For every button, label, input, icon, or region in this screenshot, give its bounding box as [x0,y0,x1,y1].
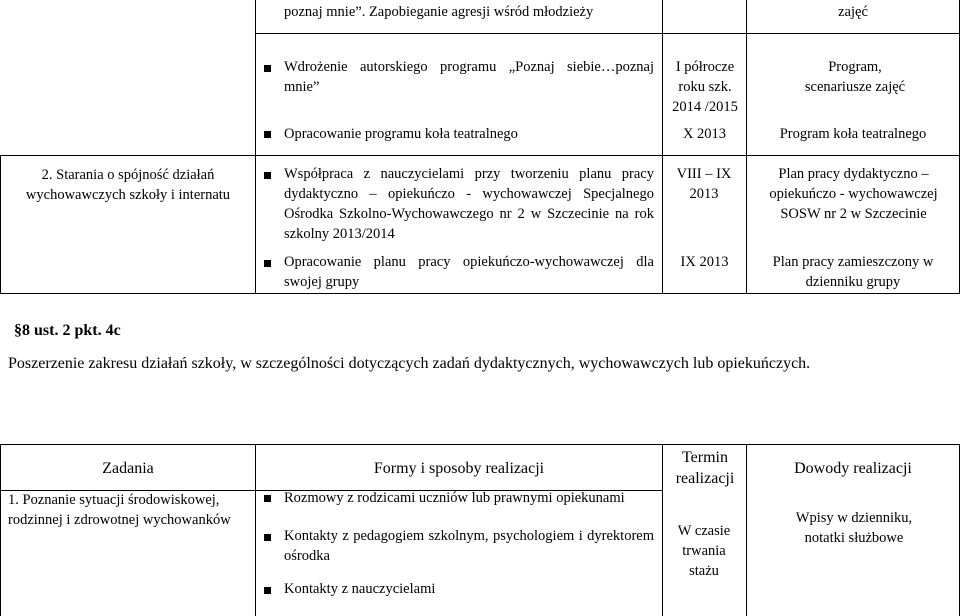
table-1-border-left [0,155,1,294]
table-2-col-divider [662,444,663,616]
table-1-row3-activity: Współpraca z nauczycielami przy tworzeniu planu pracy dydaktyczno – opiekuńczo - wychowawczej Specjalnego Ośrodka Szkolno-Wychowawczego nr 2 w Szczecinie na rok szkolny 2013/2014 [284,166,654,242]
table-1-row-divider [0,155,960,156]
table-1-row1-activity: Wdrożenie autorskiego programu „Poznaj siebie…poznaj mnie” [284,59,654,95]
table-1-row3-task: 2. Starania o spójność działań wychowawczych szkoły i internatu [25,167,231,203]
table-1-col-divider [255,0,256,294]
table-1-col-divider [662,0,663,294]
table-1-row2-proof: Program koła teatralnego [779,126,927,142]
table-2-header-forms: Formy i sposoby realizacji [373,460,545,477]
section-paragraph-sign: § [14,322,22,339]
table-1-row2-activity: Opracowanie programu koła teatralnego [284,126,518,142]
table-1-row4-activity: Opracowanie planu pracy opiekuńczo-wychowawczej dla swojej grupy [284,254,654,290]
table-2-row1-proof: Wpisy w dzienniku, notatki służbowe [795,510,913,546]
bullet-icon [264,587,271,594]
table-1-border-bottom [0,293,960,294]
table-1-row2-date: X 2013 [682,126,727,142]
table-2-header-tasks: Zadania [102,460,154,477]
table-2-row1-form-2: Kontakty z pedagogiem szkolnym, psychologiem i dyrektorem ośrodka [284,528,654,564]
bullet-icon [264,534,271,541]
table-1-row0-proof: zajęć [838,4,868,20]
bullet-icon [264,495,271,502]
table-2-row1-form-1: Rozmowy z rodzicami uczniów lub prawnymi opiekunami [284,490,625,506]
table-1-col-divider [746,0,747,294]
table-1-row0-activity: poznaj mnie”. Zapobieganie agresji wśród młodzieży [284,4,594,20]
table-2-row1-deadline: W czasie trwania stażu [677,523,731,579]
table-2-border-top [0,444,960,445]
table-1-row3-date: VIII – IX 2013 [676,166,732,202]
table-1-row1-date: I półrocze roku szk. 2014 /2015 [672,59,738,115]
section-heading [14,321,121,341]
table-1-row4-date: IX 2013 [680,254,729,270]
table-1-row-divider [255,33,960,34]
table-2-header-proofs: Dowody realizacji [794,460,912,477]
bullet-icon [264,65,271,72]
table-2-row1-form-3: Kontakty z nauczycielami [284,581,436,597]
section-heading-text: 8 ust. 2 pkt. 4c [22,322,121,339]
table-1-row4-proof: Plan pracy zamieszczony w dzienniku grupy [772,254,934,290]
table-1-row3-proof: Plan pracy dydaktyczno – opiekuńczo - wychowawczej SOSW nr 2 w Szczecinie [769,166,938,222]
bullet-icon [264,260,271,267]
table-2-header-deadline: Termin realizacji [675,449,735,487]
bullet-icon [264,131,271,138]
table-1-row1-proof: Program, scenariusze zajęć [804,59,906,95]
bullet-icon [264,172,271,179]
section-paragraph: Poszerzenie zakresu działań szkoły, w szczególności dotyczących zadań dydaktycznych, wychowawczych lub opiekuńczych. [8,355,811,372]
table-2-row1-task: 1. Poznanie sytuacji środowiskowej, rodzinnej i zdrowotnej wychowanków [8,492,231,528]
